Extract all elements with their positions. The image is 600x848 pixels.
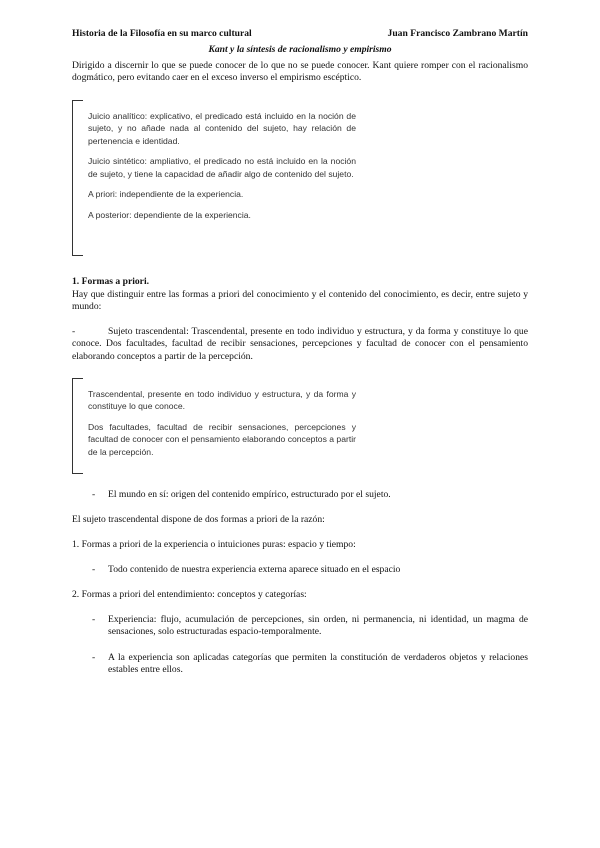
form2-heading: 2. Formas a priori del entendimiento: conceptos y categorías: xyxy=(72,589,307,600)
bullet-marker: - xyxy=(92,489,96,500)
bullet-marker: - xyxy=(92,614,96,625)
box1-content xyxy=(88,110,356,229)
box1-aposteriori: A posterior: dependiente de la experiencia. xyxy=(88,209,251,220)
box2-content xyxy=(88,388,356,466)
box1-synthetic: Juicio sintético: ampliativo, el predicado no está incluido en la noción de sujeto, y tiene la capacidad de añadir algo de contenido del sujeto. xyxy=(88,156,356,179)
document-title: Kant y la síntesis de racionalismo y empirismo xyxy=(208,44,392,55)
bullet-marker: - xyxy=(92,564,96,575)
form2-bullet-2: A la experiencia son aplicadas categorías que permiten la constitución de verdaderos objetos y relaciones estables entre ellos. xyxy=(108,652,528,676)
box1-apriori: A priori: independiente de la experiencia. xyxy=(88,189,244,200)
form1-heading: 1. Formas a priori de la experiencia o intuiciones puras: espacio y tiempo: xyxy=(72,539,356,550)
bullet-marker: - xyxy=(92,652,96,663)
section1-heading: 1. Formas a priori. xyxy=(72,276,150,287)
box2-item-2: Dos facultades, facultad de recibir sensaciones, percepciones y facultad de conocer con el pensamiento elaborando conceptos a partir de la percepción. xyxy=(88,421,357,457)
box2-item-1: Trascendental, presente en todo individuo y estructura, y da forma y constituye lo que conoce. xyxy=(88,389,356,412)
subject-trascendental-item: Sujeto trascendental: Trascendental, presente en todo individuo y estructura, y da forma y constituye lo que conoce. Dos facultades, facultad de recibir sensaciones, percepciones y facultad de conocer con el pensamiento elaborando conceptos a partir de la percepción. xyxy=(72,326,528,362)
intro-paragraph: Dirigido a discernir lo que se puede conocer de lo que no se puede conocer. Kant quiere romper con el racionalismo dogmático, pero evitando caer en el exceso inverso el empirismo escéptico. xyxy=(72,60,528,84)
form2-bullet-1: Experiencia: flujo, acumulación de percepciones, sin orden, ni permanencia, ni identidad, un magma de sensaciones, solo estructuradas espacio-temporalmente. xyxy=(108,614,528,638)
box1-bracket xyxy=(72,100,83,256)
world-in-itself-item: El mundo en sí: origen del contenido empírico, estructurado por el sujeto. xyxy=(108,489,391,500)
box1-analytic: Juicio analítico: explicativo, el predicado está incluido en la noción de sujeto, y no añade nada al contenido del sujeto, hay relación de pertenencia e identidad. xyxy=(88,111,356,146)
dash-marker: - xyxy=(72,326,76,337)
box2-bracket xyxy=(72,378,83,474)
form1-bullet: Todo contenido de nuestra experiencia externa aparece situado en el espacio xyxy=(108,564,401,575)
header-course: Historia de la Filosofía en su marco cultural xyxy=(72,28,252,39)
forms-intro: El sujeto trascendental dispone de dos formas a priori de la razón: xyxy=(72,514,325,525)
section1-paragraph: Hay que distinguir entre las formas a priori del conocimiento y el contenido del conocimiento, es decir, entre sujeto y mundo: xyxy=(72,289,528,313)
header-author: Juan Francisco Zambrano Martín xyxy=(387,28,528,39)
